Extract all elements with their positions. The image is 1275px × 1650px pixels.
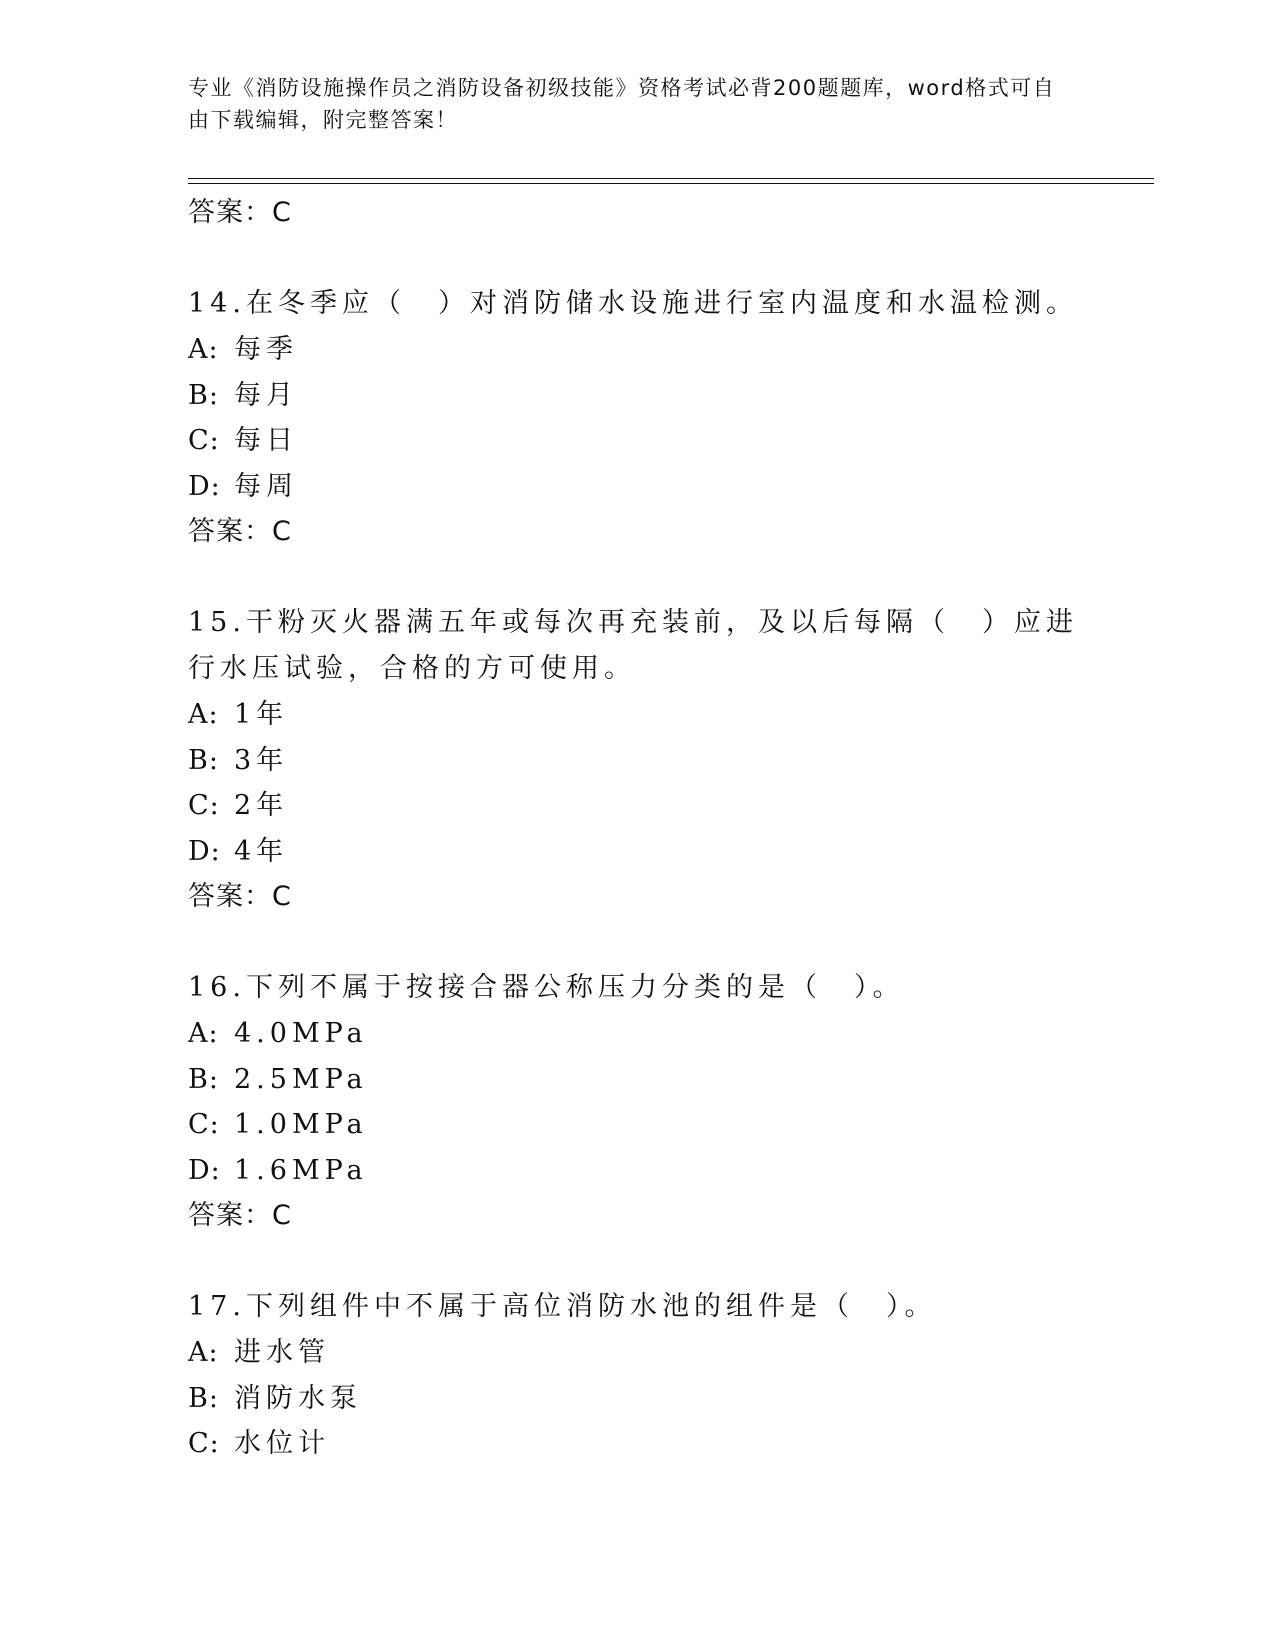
question-list [188, 190, 1088, 1467]
option-c: C: 水位计 [188, 1428, 330, 1459]
header-divider-top [188, 178, 1154, 179]
question-block [188, 281, 1088, 555]
option-c: C: 每日 [188, 425, 298, 456]
option-c: C: 2年 [188, 790, 289, 821]
option-a: A: 1年 [188, 699, 289, 730]
question-text: 17.下列组件中不属于高位消防水池的组件是（ ）。 [188, 1291, 937, 1322]
option-b: B: 2.5MPa [188, 1063, 368, 1095]
option-d: D: 每周 [188, 470, 298, 502]
question-text: 14.在冬季应（ ）对消防储水设施进行室内温度和水温检测。 [188, 288, 1078, 319]
question-block [188, 1284, 1088, 1467]
question-block [188, 965, 1088, 1239]
question-text: 16.下列不属于按接合器公称压力分类的是（ ）。 [188, 972, 905, 1003]
answer-line: 答案：C [188, 516, 292, 547]
question-block [188, 600, 1088, 920]
answer-line: 答案：C [188, 1200, 292, 1231]
option-d: D: 1.6MPa [188, 1154, 368, 1186]
header-divider-bottom [188, 183, 1154, 184]
option-a: A: 每季 [188, 334, 298, 365]
option-a: A: 进水管 [188, 1337, 330, 1368]
option-c: C: 1.0MPa [188, 1109, 368, 1140]
answer-line: 答案：C [188, 881, 292, 912]
option-a: A: 4.0MPa [188, 1018, 368, 1049]
option-d: D: 4年 [188, 835, 289, 867]
question-text: 15.干粉灭火器满五年或每次再充装前，及以后每隔（ ）应进行水压试验，合格的方可使用。 [188, 607, 1078, 684]
option-b: B: 消防水泵 [188, 1382, 362, 1414]
option-b: B: 3年 [188, 744, 289, 776]
document-header: 专业《消防设施操作员之消防设备初级技能》资格考试必背200题题库，word格式可自由下载编辑，附完整答案！ [188, 76, 1056, 132]
answer-line: 答案：C [188, 197, 292, 228]
option-b: B: 每月 [188, 379, 298, 411]
